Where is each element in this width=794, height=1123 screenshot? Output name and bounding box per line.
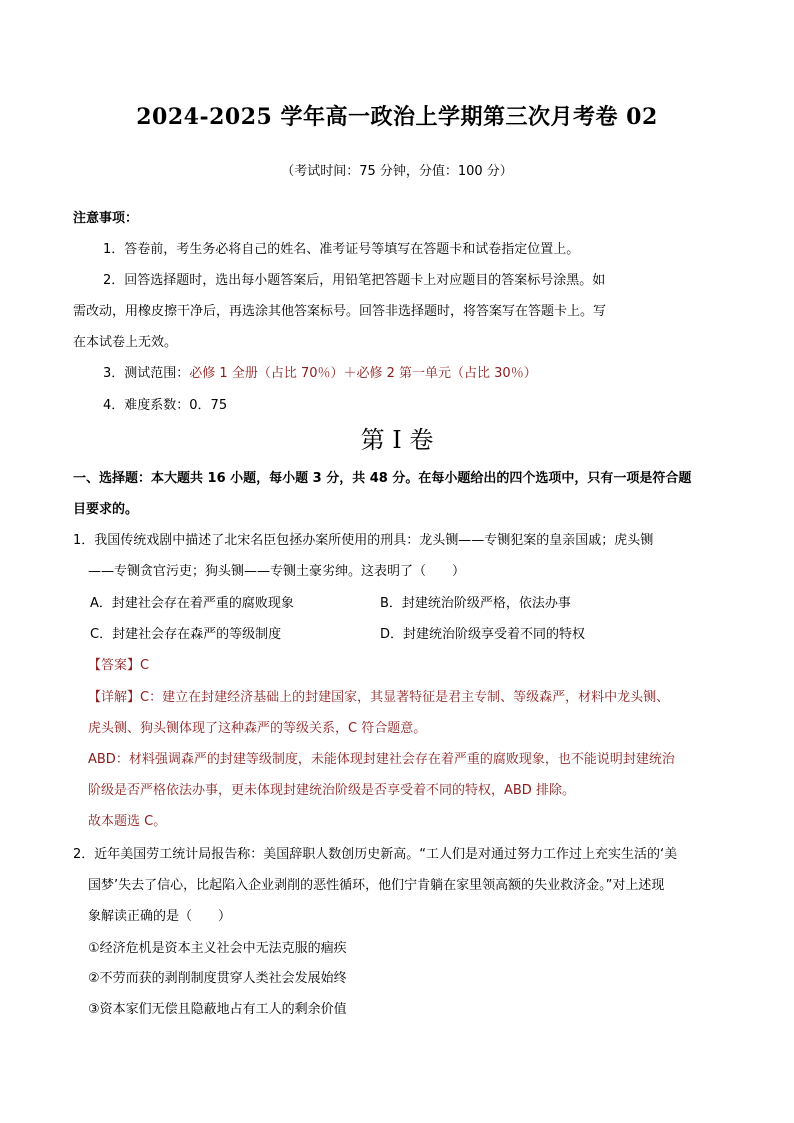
exam-title: 2024-2025 学年高一政治上学期第三次月考卷 02 xyxy=(136,104,658,130)
notice-item-2-line-1: 2．回答选择题时，选出每小题答案后，用铅笔把答题卡上对应题目的答案标号涂黑。如 xyxy=(103,273,606,288)
q2-stem-line-2: 国梦’失去了信心，比起陷入企业剥削的恶性循环，他们宁肯躺在家里领高额的失业救济金。”对上述现 xyxy=(88,878,665,893)
q1-detail-line-3: ABD：材料强调森严的封建等级制度，未能体现封建社会存在着严重的腐败现象，也不能说明封建统治 xyxy=(88,752,675,767)
q1-detail-line-4: 阶级是否严格依法办事，更未体现封建统治阶级是否享受着不同的特权，ABD 排除。 xyxy=(88,783,575,798)
q1-answer: 【答案】C xyxy=(88,658,150,673)
q2-stem-line-1: 2．近年美国劳工统计局报告称：美国辞职人数创历史新高。“工人们是对通过努力工作过上充实生活的‘美 xyxy=(73,847,678,862)
notice-item-3 xyxy=(103,362,537,381)
notice-item-1: 1．答卷前，考生务必将自己的姓名、准考证号等填写在答题卡和试卷指定位置上。 xyxy=(103,242,580,257)
q1-stem-line-1: 1．我国传统戏剧中描述了北宋名臣包拯办案所使用的刑具：龙头铡——专铡犯案的皇亲国戚；虎头铡 xyxy=(73,533,654,548)
q1-option-b: B．封建统治阶级严格，依法办事 xyxy=(380,596,571,611)
q2-item-1: ①经济危机是资本主义社会中无法克服的痼疾 xyxy=(88,941,347,956)
q1-option-a: A．封建社会存在着严重的腐败现象 xyxy=(90,596,294,611)
q2-item-3: ③资本家们无偿且隐蔽地占有工人的剩余价值 xyxy=(88,1002,347,1017)
q1-option-c: C．封建社会存在森严的等级制度 xyxy=(90,627,282,642)
q1-detail-line-1: 【详解】C：建立在封建经济基础上的封建国家，其显著特征是君主专制、等级森严，材料中龙头铡、 xyxy=(88,690,670,705)
q1-option-d: D．封建统治阶级享受着不同的特权 xyxy=(380,627,586,642)
notice-item-4: 4．难度系数：0．75 xyxy=(103,398,228,413)
section-intro-line-1: 一、选择题：本大题共 16 小题，每小题 3 分，共 48 分。在每小题给出的四个选项中，只有一项是符合题 xyxy=(73,471,692,486)
q1-detail-line-2: 虎头铡、狗头铡体现了这种森严的等级关系，C 符合题意。 xyxy=(88,721,427,736)
section-title: 第 I 卷 xyxy=(360,426,434,454)
q2-stem-line-3: 象解读正确的是（ ） xyxy=(88,909,232,924)
notice-heading: 注意事项： xyxy=(73,211,139,226)
section-intro-line-2: 目要求的。 xyxy=(73,502,139,517)
q2-item-2: ②不劳而获的剥削制度贯穿人类社会发展始终 xyxy=(88,971,347,986)
notice-item-2-line-3: 在本试卷上无效。 xyxy=(73,335,178,350)
q1-detail-line-5: 故本题选 C。 xyxy=(88,814,167,829)
exam-subtitle: （考试时间：75 分钟，分值：100 分） xyxy=(281,164,513,179)
q1-stem-line-2: ——专铡贪官污吏；狗头铡——专铡土豪劣绅。这表明了（ ） xyxy=(88,564,466,579)
notice-item-3-prefix: 3．测试范围： xyxy=(103,366,190,381)
notice-item-3-scope: 必修 1 全册（占比 70％）＋必修 2 第一单元（占比 30％） xyxy=(189,366,537,381)
notice-item-2-line-2: 需改动，用橡皮擦干净后，再选涂其他答案标号。回答非选择题时，将答案写在答题卡上。写 xyxy=(73,304,607,319)
